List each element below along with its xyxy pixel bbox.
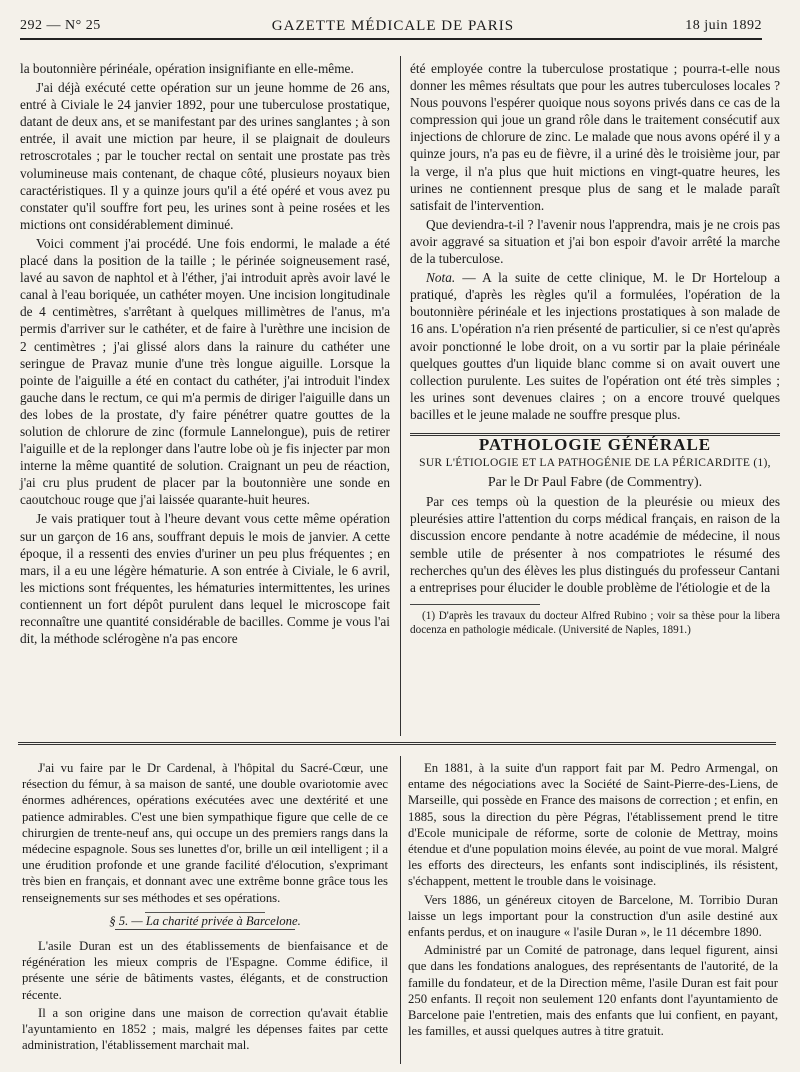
column-divider-upper xyxy=(400,56,401,736)
horizontal-divider xyxy=(18,742,776,745)
paragraph: Que deviendra-t-il ? l'avenir nous l'apprendra, mais je ne crois pas avoir aggravé sa situation et j'ai bon espoir d'avoir arrêté la marche de la tuberculose. xyxy=(410,216,780,267)
lower-right-column xyxy=(408,760,778,1039)
upper-left-column xyxy=(20,60,390,647)
paragraph: Je vais pratiquer tout à l'heure devant vous cette même opération sur un garçon de 16 ans, souffrant depuis le mois de janvier. A cette époque, il a ressenti des envies d'uriner un peu plus fréquentes ; en mars, il a eu une légère hématurie. A son entrée à Civiale, le 6 avril, les mictions sont fréquentes, les hématuries intermittentes, les urines contiennent un fort dépôt purulent dans lequel le microscope fait reconnaître une quantité considérable de bacilles. Comme je vous l'ai dit, la méthode sclérogène n'a pas encore xyxy=(20,511,390,647)
nota-label: Nota. xyxy=(426,270,456,286)
footnote: (1) D'après les travaux du docteur Alfred Rubino ; voir sa thèse pour la libera docenza en pathologie médicale. (Université de Naples, 1891.) xyxy=(410,609,780,636)
page-number: 292 — N° 25 xyxy=(20,18,101,33)
divider xyxy=(115,929,295,930)
nota-text: — A la suite de cette clinique, M. le Dr Horteloup a pratiqué, d'après les règles qu'il a formulées, l'opération de la boutonnière périnéale et les injections prostatiques à son malade de 16 ans. L'opération n'a rien présenté de particulier, si ce n'est qu'après avoir ponctionné le lobe droit, on a vu sortir par la plaie périnéale quelques gouttes d'un liquide blanc comme si on avait ouvert une collection purulente. Les suites de l'opération ont été très simples ; les urines sont devenues claires ; on a encore trouvé quelques bacilles et le jeune malade ne souffre presque plus. xyxy=(410,270,780,422)
section-author: Par le Dr Paul Fabre (de Commentry). xyxy=(487,475,703,491)
section-subtitle: SUR L'ÉTIOLOGIE ET LA PATHOGÉNIE DE LA PÉRICARDITE (1), xyxy=(419,457,771,470)
paragraph: Administré par un Comité de patronage, dans lequel figurent, ainsi que dans les fondations analogues, des représentants de l'autorité, de la famille du fondateur, et de la Direction même, l'asile Duran est fait pour 250 enfants. Il reçoit non seulement 120 enfants dont l'ayuntamiento de Barcelone paie l'entretien, mais des enfants que lui confient, en payant, les familles, et aussi quelques autres à titre gratuit. xyxy=(408,943,778,1039)
paragraph: L'asile Duran est un des établissements de bienfaisance et de régénération les mieux compris de l'Espagne. Comme édifice, il présente une série de bâtiments vastes, élégants, et de construction récente. xyxy=(22,939,388,1002)
section-title: PATHOLOGIE GÉNÉRALE xyxy=(478,434,712,454)
paragraph: J'ai vu faire par le Dr Cardenal, à l'hôpital du Sacré-Cœur, une résection du fémur, à sa maison de santé, une double ovariotomie avec énormes adhérences, opérations exécutées avec une dextérité et une patience admirables. C'est une bien sympathique figure que celle de ce chirurgien de trente-neuf ans, qui occupe un des premiers rangs dans la médecine espagnole. Sous ses lunettes d'or, brille un œil intelligent ; il a une érudition profonde et une grande facilité d'élocution, s'exprimant très bien en français, et donnant avec une extrême bonne grâce tous les renseignements sur ses méthodes et ses opérations. xyxy=(22,761,388,905)
paragraph: été employée contre la tuberculose prostatique ; pourra-t-elle nous donner les mêmes résultats que pour les autres tuberculoses locales ? Nous pouvons l'espérer quoique nous soyons privés dans ce cas de la compression qui joue un grand rôle dans le traitement consécutif aux injections de chlorure de zinc. Le malade que nous avons opéré il y a quinze jours, n'a pas eu de fièvre, il a uriné dès le troisième jour, par la verge, il n'a plus que huit mictions en vingt-quatre heures, les urines ne contiennent presque plus de sang et le malade paraît satisfait de l'intervention. xyxy=(410,61,780,213)
paragraph: En 1881, à la suite d'un rapport fait par M. Pedro Armengal, on entame des négociations avec la Société de Saint-Pierre-des-Liens, de Marseille, qui possède en France des maisons de correction ; et enfin, en 1885, sous la direction du père Pégras, l'établissement prend le titre d'Ecole municipale de réforme, sorte de colonie de Mettray, moins étendue et d'une population moins élevée, au point de vue moral. Malgré les efforts des directeurs, les enfants sont indisciplinés, ils résistent, s'échappent, mettent le trouble dans le voisinage. xyxy=(408,761,778,889)
paragraph: la boutonnière périnéale, opération insignifiante en elle-même. xyxy=(20,61,354,76)
upper-right-column xyxy=(410,60,780,637)
footnote-rule xyxy=(410,604,540,605)
paragraph: Par ces temps où la question de la pleurésie ou mieux des pleurésies attire l'attention du corps médical français, en raison de la discussion encore pendante à notre académie de médecine, il nous semble utile de présenter à nos compatriotes le résumé des recherches qu'un des élèves les plus distingués du professeur Cantani a entreprises pour élucider le double problème de l'étiologie et de la xyxy=(410,494,780,595)
paragraph: Il a son origine dans une maison de correction qu'avait établie l'ayuntamiento en 1852 ; mais, malgré les dépenses faites par cette administration, l'établissement marchait mal. xyxy=(22,1005,388,1053)
issue-date: 18 juin 1892 xyxy=(685,18,762,33)
paragraph: Voici comment j'ai procédé. Une fois endormi, le malade a été placé dans la position de la taille ; le périnée soigneusement rasé, lavé au savon de naphtol et à l'éther, j'ai introduit après avoir lavé le canal à l'eau boriquée, un cathéter moyen. Une incision longitudinale de 4 centimètres, s'arrêtant à quelques millimètres de l'anus, m'a permis d'arriver sur le cathéter, et de faire à l'urèthre une incision de 2 centimètres ; j'ai glissé alors dans la rainure du cathéter une seringue de Pravaz munie d'une très longue aiguille. Lorsque la pointe de l'aiguille a été en contact du cathéter, j'ai introduit l'index gauche dans le rectum, ce qui m'a permis de diriger l'aiguille dans un des lobes de la prostate, d'y faire pénétrer quatre gouttes de la solution de chlorure de zinc (formule Lannelongue), puis de retirer l'aiguille et de la replonger dans l'autre lobe où je fis injecter par mon interne la même quantité de solution. Craignant un peu de réaction, j'ai cru plus prudent de placer par la boutonnière une sonde en caoutchouc rouge que j'ai laissée quarante-huit heures. xyxy=(20,235,390,508)
paragraph: Vers 1886, un généreux citoyen de Barcelone, M. Torribio Duran laisse un legs important pour la construction d'un asile destiné aux enfants perdus, et on inaugure « l'asile Duran », le 11 décembre 1890. xyxy=(408,892,778,940)
page-header xyxy=(20,14,762,40)
journal-title: GAZETTE MÉDICALE DE PARIS xyxy=(271,17,515,34)
lower-left-column xyxy=(22,760,388,1053)
nota-paragraph xyxy=(410,269,780,423)
subsection-heading: § 5. — La charité privée à Barcelone. xyxy=(109,913,301,928)
paragraph: J'ai déjà exécuté cette opération sur un jeune homme de 26 ans, entré à Civiale le 24 janvier 1892, pour une tuberculose prostatique, datant de deux ans, et se manifestant par des urines sanglantes ; à son entrée, il avait une miction par heure, il se plaignait de douleurs retroscrotales ; par le toucher rectal on sentait une prostate pas très volumineuse mais contenant, de chaque côté, plusieurs noyaux bien caractéristiques. Il y a quinze jours qu'il a été opéré et vous avez pu constater qu'il souffre fort peu, les urines sont à peine rosées et les mictions ont considérablement diminué. xyxy=(20,80,390,232)
column-divider-lower xyxy=(400,756,401,1064)
